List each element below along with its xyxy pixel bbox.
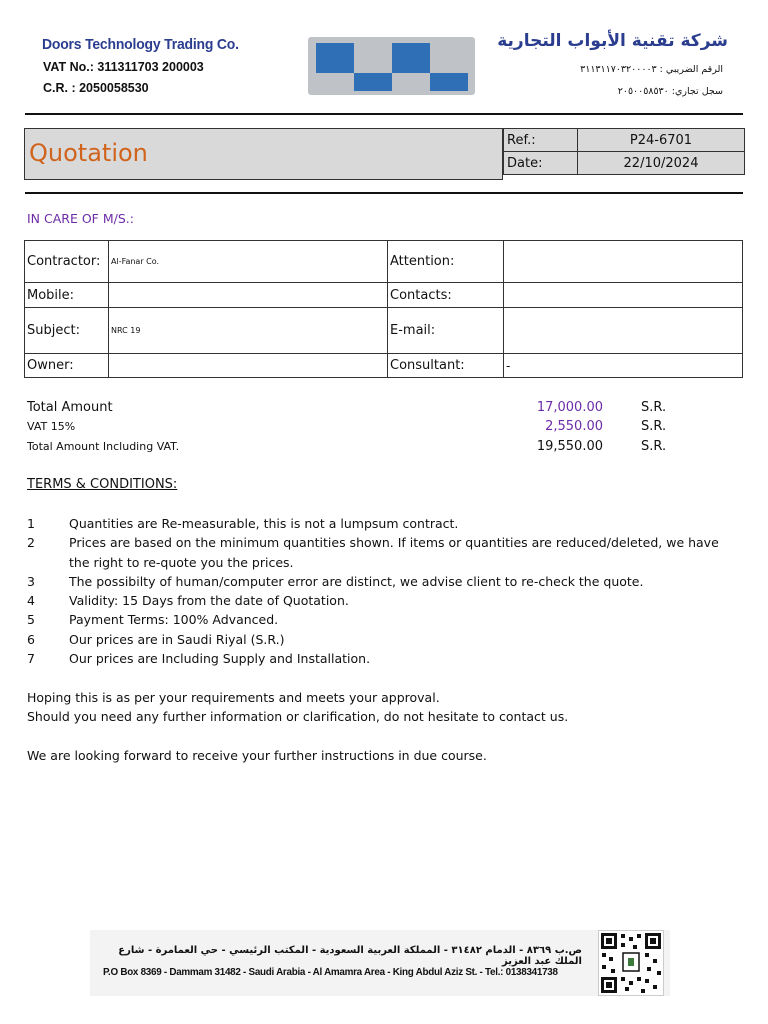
total-incl-vat-currency: S.R. bbox=[641, 439, 667, 454]
ref-label: Ref.: bbox=[504, 129, 578, 152]
vat-label: VAT 15% bbox=[27, 420, 76, 433]
owner-value bbox=[109, 354, 388, 378]
list-item: 7 Our prices are Including Supply and Installation. bbox=[27, 651, 371, 667]
company-logo bbox=[308, 37, 475, 95]
qr-code-icon bbox=[598, 930, 664, 996]
attention-value bbox=[504, 241, 743, 283]
total-incl-vat-label: Total Amount Including VAT. bbox=[27, 440, 180, 453]
company-vat-ar: الرقم الضريبي : ٣١١٣١١٧٠٣٢٠٠٠٠٣ bbox=[580, 64, 723, 75]
attention-label: Attention: bbox=[388, 241, 504, 283]
contractor-label: Contractor: bbox=[25, 241, 109, 283]
footer-address-ar: ص.ب ٨٣٦٩ - الدمام ٣١٤٨٢ - المملكة العربية السعودية - المكتب الرئيسي - حي العمامرة - شارع الملك عبد العزيز bbox=[118, 945, 582, 967]
list-item: 6 Our prices are in Saudi Riyal (S.R.) bbox=[27, 631, 285, 647]
closing-line-3: We are looking forward to receive your further instructions in due course. bbox=[27, 748, 487, 763]
document-title: Quotation bbox=[29, 139, 148, 167]
date-value: 22/10/2024 bbox=[578, 152, 745, 175]
footer-address-en: P.O Box 8369 - Dammam 31482 - Saudi Arabia - Al Amamra Area - King Abdul Aziz St. - Tel.: 0138341738 bbox=[103, 966, 558, 978]
header-divider bbox=[25, 113, 743, 115]
consultant-label: Consultant: bbox=[388, 354, 504, 378]
contacts-value bbox=[504, 283, 743, 308]
company-name-ar: شركة تقنية الأبواب التجارية bbox=[497, 31, 728, 51]
in-care-of-label: IN CARE OF M/S.: bbox=[27, 211, 134, 226]
company-vat-number: VAT No.: 311311703 200003 bbox=[43, 60, 204, 74]
contractor-value: Al-Fanar Co. bbox=[109, 241, 388, 283]
vat-currency: S.R. bbox=[641, 419, 667, 434]
total-amount-currency: S.R. bbox=[641, 400, 667, 415]
mobile-label: Mobile: bbox=[25, 283, 109, 308]
total-incl-vat-value: 19,550.00 bbox=[536, 439, 603, 454]
terms-title: TERMS & CONDITIONS: bbox=[27, 477, 178, 492]
ref-value: P24-6701 bbox=[578, 129, 745, 152]
closing-line-2: Should you need any further information or clarification, do not hesitate to contact us. bbox=[27, 709, 569, 724]
list-item: 3 The possibilty of human/computer error are distinct, we advise client to re-check the quote. bbox=[27, 573, 644, 589]
company-name-en: Doors Technology Trading Co. bbox=[42, 36, 239, 53]
company-cr-number: C.R. : 2050058530 bbox=[43, 81, 149, 95]
email-label: E-mail: bbox=[388, 308, 504, 354]
reference-table bbox=[503, 128, 745, 175]
list-item: 4 Validity: 15 Days from the date of Quotation. bbox=[27, 593, 349, 609]
owner-label: Owner: bbox=[25, 354, 109, 378]
list-item: 2 Prices are based on the minimum quantities shown. If items or quantities are reduced/deleted, we have the right to re-quote you the prices. bbox=[27, 535, 719, 570]
closing-line-1: Hoping this is as per your requirements and meets your approval. bbox=[27, 690, 440, 705]
company-cr-ar: سجل تجاري: ٢٠٥٠٠٥٨٥٣٠ bbox=[617, 86, 723, 97]
total-amount-value: 17,000.00 bbox=[536, 400, 603, 415]
contractor-info-table bbox=[24, 240, 743, 378]
mobile-value bbox=[109, 283, 388, 308]
title-divider bbox=[25, 192, 743, 194]
total-amount-label: Total Amount bbox=[27, 400, 113, 415]
subject-value: NRC 19 bbox=[109, 308, 388, 354]
vat-value: 2,550.00 bbox=[545, 419, 603, 434]
terms-list bbox=[27, 514, 727, 668]
consultant-value: - bbox=[504, 354, 743, 378]
email-value bbox=[504, 308, 743, 354]
list-item: 5 Payment Terms: 100% Advanced. bbox=[27, 612, 279, 628]
contacts-label: Contacts: bbox=[388, 283, 504, 308]
list-item: 1 Quantities are Re-measurable, this is not a lumpsum contract. bbox=[27, 516, 459, 531]
subject-label: Subject: bbox=[25, 308, 109, 354]
date-label: Date: bbox=[504, 152, 578, 175]
